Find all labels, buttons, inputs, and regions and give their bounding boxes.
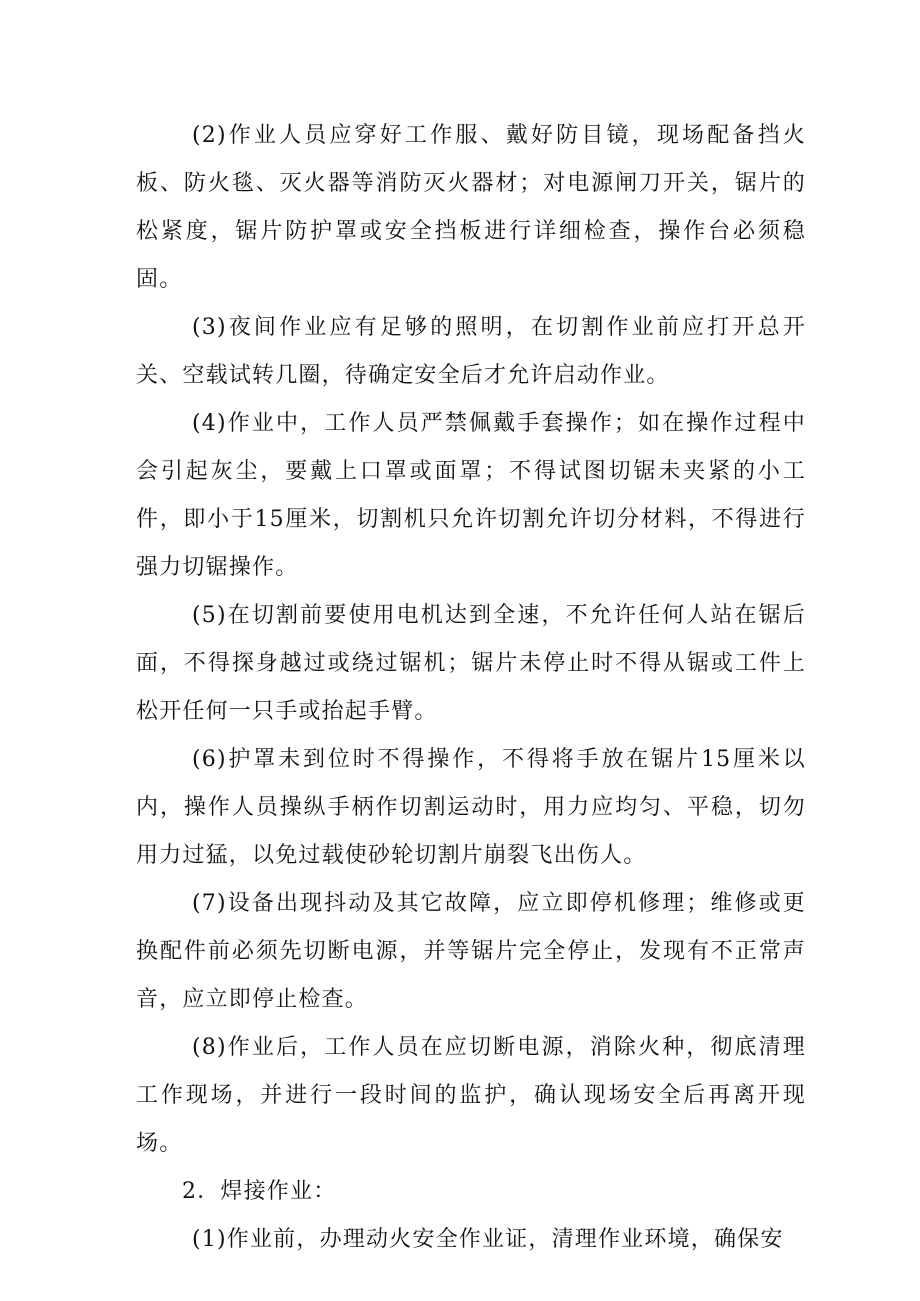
paragraph-item-5: (5)在切割前要使用电机达到全速，不允许任何人站在锯后面，不得探身越过或绕过锯机；锯片未停止时不得从锯或工件上松开任何一只手或抬起手臂。 xyxy=(136,603,806,724)
paragraph-item-3: (3)夜间作业应有足够的照明，在切割作业前应打开总开关、空载试转几圈，待确定安全后才允许启动作业。 xyxy=(136,315,806,388)
document-body xyxy=(136,112,806,1264)
paragraph-item-2: (2)作业人员应穿好工作服、戴好防目镜，现场配备挡火板、防火毯、灭火器等消防灭火器材；对电源闸刀开关，锯片的松紧度，锯片防护罩或安全挡板进行详细检查，操作台必须稳固。 xyxy=(136,123,806,292)
paragraph-item-8: (8)作业后，工作人员在应切断电源，消除火种，彻底清理工作现场，并进行一段时间的监护，确认现场安全后再离开现场。 xyxy=(136,1035,806,1156)
paragraph-item-4: (4)作业中，工作人员严禁佩戴手套操作；如在操作过程中会引起灰尘，要戴上口罩或面罩；不得试图切锯未夹紧的小工件，即小于15厘米，切割机只允许切割允许切分材料，不得进行强力切锯操作。 xyxy=(136,411,806,580)
paragraph-item-6: (6)护罩未到位时不得操作，不得将手放在锯片15厘米以内，操作人员操纵手柄作切割运动时，用力应均匀、平稳，切勿用力过猛，以免过载使砂轮切割片崩裂飞出伤人。 xyxy=(136,747,806,868)
paragraph-item-7: (7)设备出现抖动及其它故障，应立即停机修理；维修或更换配件前必须先切断电源，并等锯片完全停止，发现有不正常声音，应立即停止检查。 xyxy=(136,891,806,1012)
paragraph-item-welding-1: (1)作业前，办理动火安全作业证，清理作业环境，确保安 xyxy=(192,1227,784,1252)
section-heading-welding: 2．焊接作业： xyxy=(182,1179,337,1204)
